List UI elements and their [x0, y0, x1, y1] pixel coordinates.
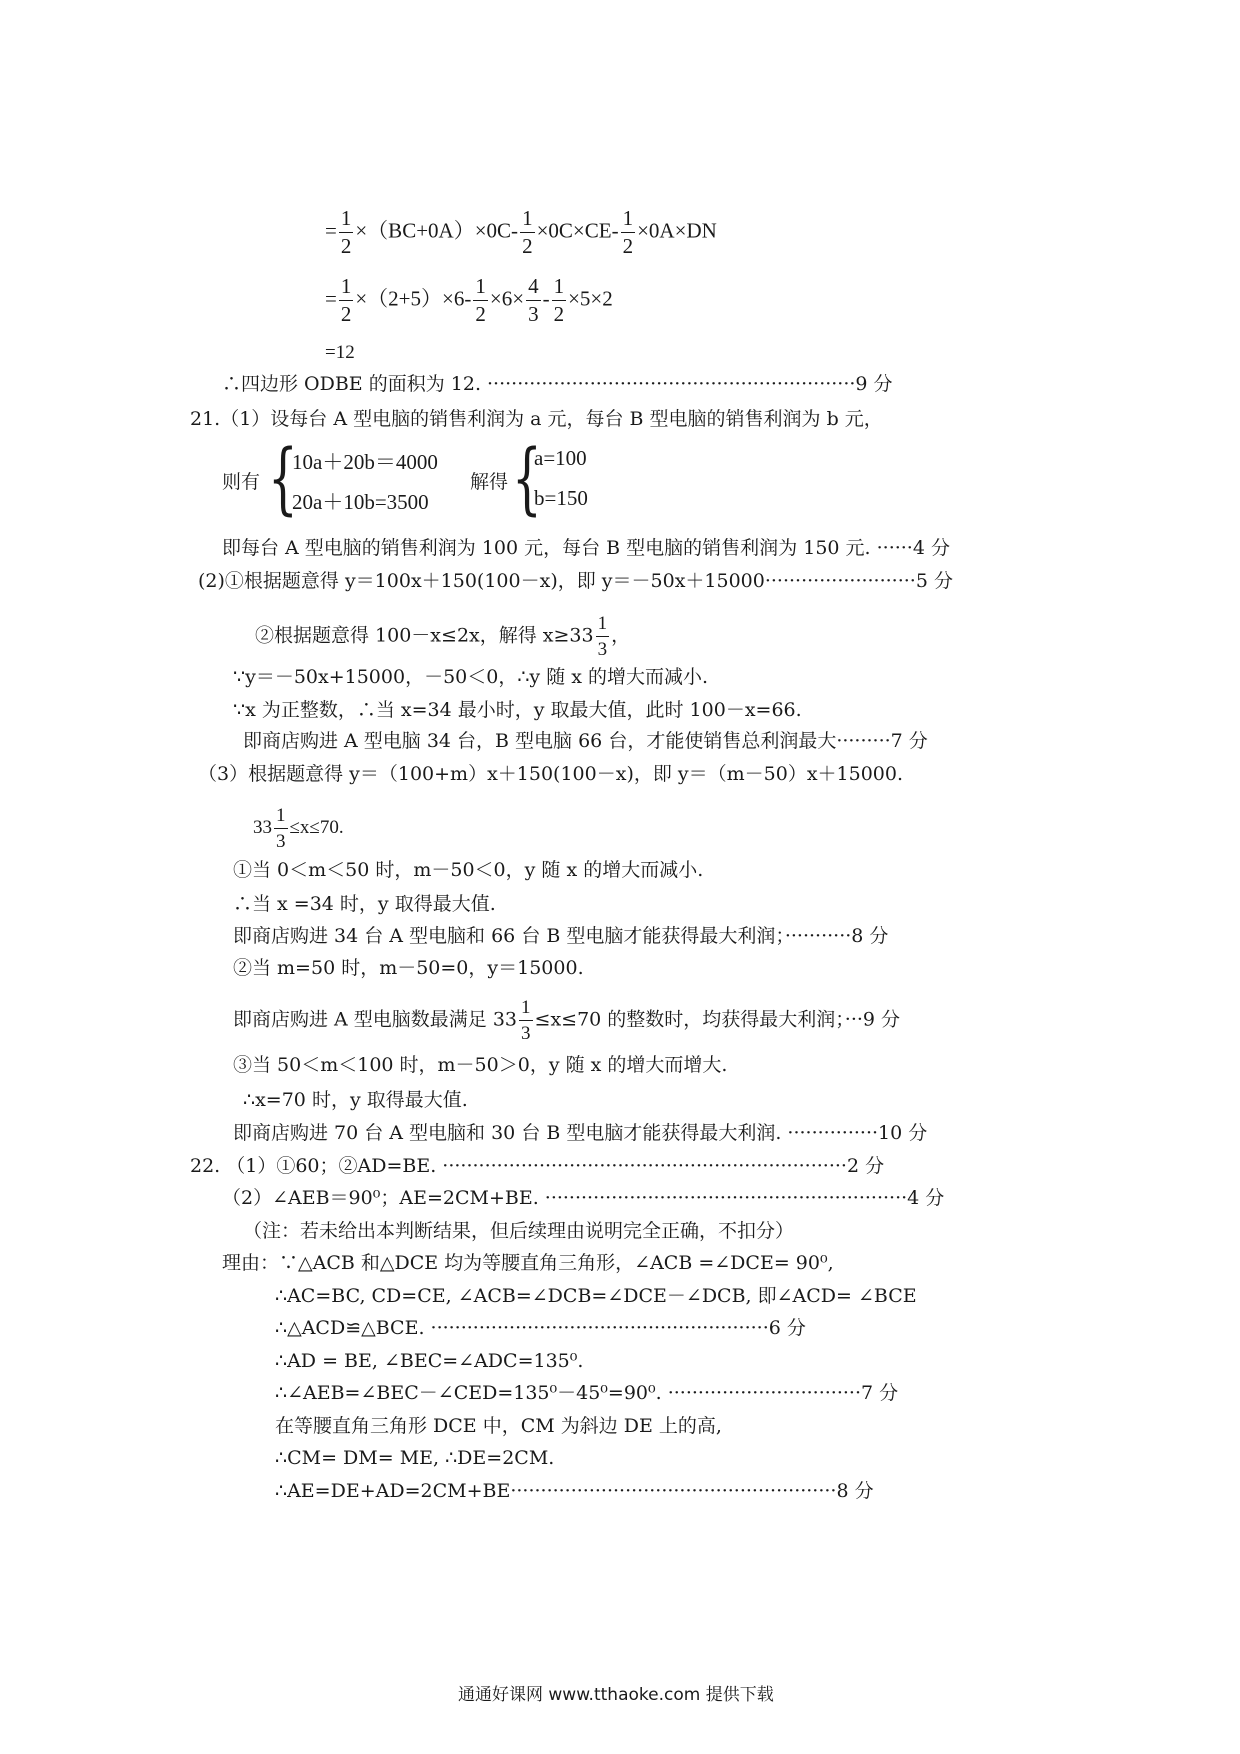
- range-line: [253, 806, 344, 851]
- fraction: [274, 806, 288, 851]
- denominator: 2: [553, 302, 565, 326]
- since-2: ∵x 为正整数，∴当 x=34 最小时，y 取最大值，此时 100－x=66.: [233, 699, 802, 721]
- line-text: 即商店购进 A 型电脑数最满足 33: [233, 1008, 518, 1031]
- line-text: ，: [611, 624, 631, 647]
- solve-label: 解得: [470, 471, 509, 493]
- numerator: 1: [339, 208, 354, 233]
- reason-6: ∴CM= DM= ME, ∴DE=2CM.: [275, 1447, 555, 1469]
- store-conclusion-1: 即商店购进 A 型电脑 34 台，B 型电脑 66 台，才能使销售总利润最大·········7 分: [243, 730, 928, 752]
- q21-part3: （3）根据题意得 y＝（100+m）x＋150(100－x)，即 y＝（m－50）x＋15000.: [198, 763, 904, 785]
- line-text: 33: [253, 816, 272, 838]
- numerator: 1: [596, 614, 610, 637]
- denominator: 2: [340, 302, 352, 326]
- line-text: ≤x≤70 的整数时，均获得最大利润；···9 分: [534, 1008, 901, 1031]
- calc-text: =: [325, 286, 337, 311]
- calc-text: ×5×2: [568, 286, 613, 311]
- denominator: 3: [276, 831, 286, 852]
- left-brace: {: [268, 434, 298, 524]
- calc-text: ×（BC+0A）×0C-: [355, 218, 519, 243]
- numerator: 1: [473, 276, 488, 301]
- denominator: 2: [475, 302, 486, 326]
- reason-0: 理由：∵△ACB 和△DCE 均为等腰直角三角形，∠ACB =∠DCE= 90⁰,: [222, 1252, 834, 1274]
- denominator: 3: [521, 1023, 531, 1044]
- calc-line-3: =12: [325, 342, 355, 363]
- reason-2: ∴△ACD≌△BCE. ························································6 分: [275, 1317, 806, 1339]
- case-2b: [233, 998, 900, 1043]
- fraction: [473, 276, 488, 325]
- denominator: 3: [597, 639, 608, 660]
- calc-text: ×0C×CE-: [536, 218, 619, 243]
- profit-conclusion: 即每台 A 型电脑的销售利润为 100 元，每台 B 型电脑的销售利润为 150 元. ······4 分: [222, 537, 950, 559]
- numerator: 1: [552, 276, 567, 301]
- q21-part1: 21.（1）设每台 A 型电脑的销售利润为 a 元，每台 B 型电脑的销售利润为 b 元，: [190, 408, 883, 430]
- left-brace: {: [512, 434, 542, 524]
- numerator: 1: [519, 998, 533, 1021]
- denominator: 3: [528, 302, 539, 326]
- since-1: ∵y＝－50x+15000，－50＜0，∴y 随 x 的增大而减小.: [233, 666, 709, 688]
- fraction: [552, 276, 567, 325]
- fraction: [621, 208, 636, 257]
- denominator: 2: [522, 234, 533, 258]
- solution-a: a=100: [534, 446, 587, 470]
- q21-part2-1: (2)①根据题意得 y＝100x＋150(100－x)，即 y＝－50x＋15000·························5 分: [198, 570, 953, 592]
- calc-text: =: [325, 218, 337, 243]
- system-eq-2: 20a＋10b=3500: [292, 490, 429, 514]
- case-3c: 即商店购进 70 台 A 型电脑和 30 台 B 型电脑才能获得最大利润. ···············10 分: [233, 1122, 928, 1144]
- numerator: 1: [339, 276, 354, 301]
- reason-4: ∴∠AEB=∠BEC－∠CED=135⁰－45⁰=90⁰. ································7 分: [275, 1382, 899, 1404]
- numerator: 1: [621, 208, 636, 233]
- calc-text: -: [542, 286, 550, 311]
- reason-3: ∴AD = BE, ∠BEC=∠ADC=135⁰.: [275, 1350, 584, 1372]
- q22-part2: （2）∠AEB＝90⁰；AE=2CM+BE. ····························································4 分: [222, 1187, 945, 1209]
- fraction: [526, 276, 541, 325]
- case-3b: ∴x=70 时，y 取得最大值.: [243, 1089, 468, 1111]
- note: （注：若未给出本判断结果，但后续理由说明完全正确，不扣分）: [243, 1220, 795, 1242]
- calc-text: ×0A×DN: [637, 218, 717, 243]
- q21-part2-2: [255, 614, 630, 659]
- fraction: [339, 208, 354, 257]
- case-2: ②当 m=50 时，m－50=0，y＝15000.: [233, 957, 584, 979]
- calc-line-2: [325, 276, 613, 325]
- line-text: ②根据题意得 100－x≤2x，解得 x≥33: [255, 624, 594, 647]
- reason-7: ∴AE=DE+AD=2CM+BE······················································8 分: [275, 1480, 874, 1502]
- denominator: 2: [340, 234, 352, 258]
- numerator: 1: [274, 806, 288, 829]
- case-3: ③当 50＜m＜100 时，m－50＞0，y 随 x 的增大而增大.: [233, 1054, 728, 1076]
- fraction: [339, 276, 354, 325]
- footer-credit: 通通好课网 www.tthaoke.com 提供下载: [458, 1685, 774, 1705]
- denominator: 2: [622, 234, 634, 258]
- calc-line-1: [325, 208, 717, 257]
- system-eq-1: 10a＋20b＝4000: [292, 450, 438, 474]
- area-result: ∴四边形 ODBE 的面积为 12. ·····························································9 分: [222, 373, 893, 395]
- numerator: 1: [520, 208, 535, 233]
- calc-text: ×（2+5）×6-: [355, 286, 472, 311]
- fraction: [520, 208, 535, 257]
- calc-text: ×6×: [489, 286, 525, 311]
- solution-b: b=150: [534, 486, 588, 510]
- reason-5: 在等腰直角三角形 DCE 中，CM 为斜边 DE 上的高,: [275, 1415, 722, 1437]
- numerator: 4: [526, 276, 541, 301]
- then-label: 则有: [222, 471, 261, 493]
- q22-part1: 22. （1）①60；②AD=BE. ···································································2 分: [190, 1155, 885, 1177]
- reason-1: ∴AC=BC, CD=CE, ∠ACB=∠DCB=∠DCE－∠DCB, 即∠ACD= ∠BCE: [275, 1285, 917, 1307]
- line-text: ≤x≤70.: [289, 816, 344, 838]
- case-1b: ∴当 x =34 时，y 取得最大值.: [233, 893, 496, 915]
- case-1c: 即商店购进 34 台 A 型电脑和 66 台 B 型电脑才能获得最大利润；···········8 分: [233, 925, 889, 947]
- case-1: ①当 0＜m＜50 时，m－50＜0，y 随 x 的增大而减小.: [233, 859, 704, 881]
- fraction: [596, 614, 610, 659]
- fraction: [519, 998, 533, 1043]
